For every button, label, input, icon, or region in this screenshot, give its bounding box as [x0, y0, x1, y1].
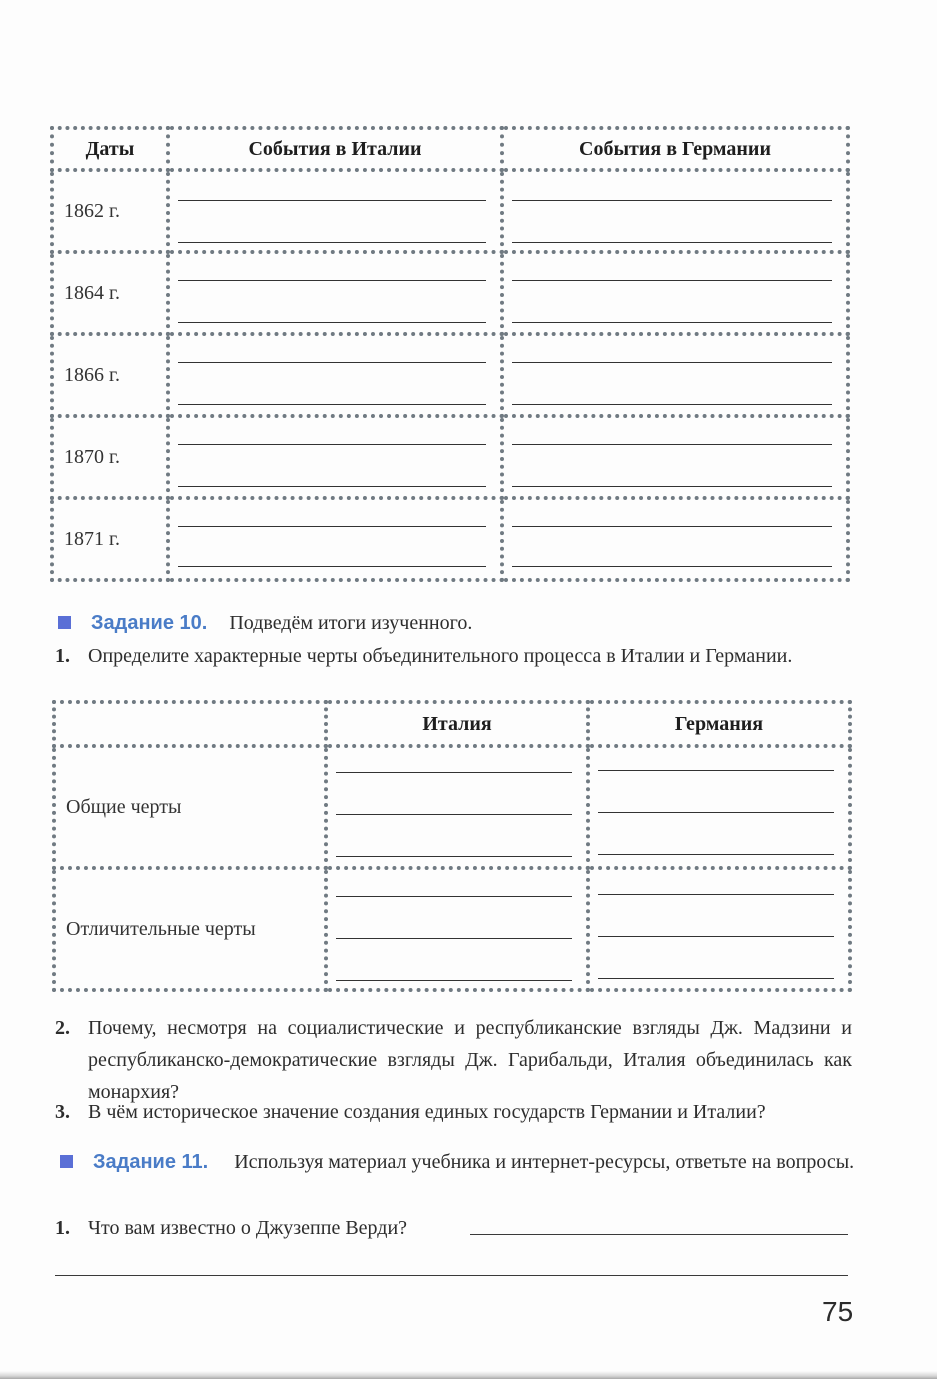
question-text: Определите характерные черты объединительного процесса в Италии и Германии. — [88, 645, 793, 667]
germany-answer-cell[interactable] — [502, 498, 848, 580]
answer-line[interactable] — [470, 1234, 848, 1235]
features-table-header — [54, 702, 850, 746]
italy-common-cell[interactable] — [326, 746, 588, 868]
germany-answer-cell[interactable] — [502, 170, 848, 252]
page-edge — [0, 1371, 937, 1379]
question-text: Почему, несмотря на социалистические и республиканские взгляды Дж. Мадзини и республиканско-демократические взгляды Дж. Гарибальди, Италия объединилась как монархия? — [88, 1017, 852, 1103]
germany-answer-cell[interactable] — [502, 334, 848, 416]
question-text: Что вам известно о Джузеппе Верди? — [88, 1217, 408, 1239]
date-cell: 1866 г. — [52, 334, 168, 416]
date-cell: 1862 г. — [52, 170, 168, 252]
answer-line[interactable] — [55, 1275, 848, 1276]
distinctive-features-label: Отличительные черты — [54, 868, 326, 990]
header-italy: Италия — [326, 702, 588, 746]
italy-distinctive-cell[interactable] — [326, 868, 588, 990]
date-cell: 1864 г. — [52, 252, 168, 334]
task-11-label: Задание 11. — [93, 1151, 209, 1173]
features-table — [52, 700, 852, 992]
question-number: 3. — [55, 1101, 70, 1123]
italy-answer-cell[interactable] — [168, 252, 502, 334]
header-germany: Германия — [588, 702, 850, 746]
task-11-text: Используя материал учебника и интернет-ресурсы, ответьте на вопросы. — [234, 1151, 855, 1173]
task-11-heading — [60, 1146, 855, 1178]
table-row — [52, 498, 848, 580]
date-cell: 1871 г. — [52, 498, 168, 580]
task-bullet-icon — [58, 616, 71, 629]
task-10-heading — [58, 612, 472, 635]
italy-answer-cell[interactable] — [168, 334, 502, 416]
germany-answer-cell[interactable] — [502, 252, 848, 334]
header-dates: Даты — [52, 128, 168, 170]
task-10-text: Подведём итоги изученного. — [229, 612, 473, 634]
italy-answer-cell[interactable] — [168, 498, 502, 580]
germany-common-cell[interactable] — [588, 746, 850, 868]
table-row — [52, 170, 848, 252]
events-table-header — [52, 128, 848, 170]
italy-answer-cell[interactable] — [168, 416, 502, 498]
table-row — [52, 416, 848, 498]
italy-answer-cell[interactable] — [168, 170, 502, 252]
header-italy-events: События в Италии — [168, 128, 502, 170]
question-text: В чём историческое значение создания единых государств Германии и Италии? — [88, 1101, 766, 1123]
germany-answer-cell[interactable] — [502, 416, 848, 498]
task-10-question-2 — [55, 1012, 852, 1108]
task-11-question-1 — [55, 1212, 475, 1244]
table-row — [54, 746, 850, 868]
events-table — [50, 126, 850, 582]
common-features-label: Общие черты — [54, 746, 326, 868]
header-empty — [54, 702, 326, 746]
task-10-question-1 — [55, 640, 852, 672]
page-number: 75 — [822, 1296, 854, 1327]
germany-distinctive-cell[interactable] — [588, 868, 850, 990]
table-row — [52, 334, 848, 416]
question-number: 1. — [55, 1217, 70, 1239]
table-row — [52, 252, 848, 334]
table-row — [54, 868, 850, 990]
question-number: 2. — [55, 1017, 70, 1039]
question-number: 1. — [55, 645, 70, 667]
header-germany-events: События в Германии — [502, 128, 848, 170]
task-10-question-3 — [55, 1096, 865, 1128]
task-10-label: Задание 10. — [91, 612, 208, 634]
date-cell: 1870 г. — [52, 416, 168, 498]
task-bullet-icon — [60, 1155, 73, 1168]
